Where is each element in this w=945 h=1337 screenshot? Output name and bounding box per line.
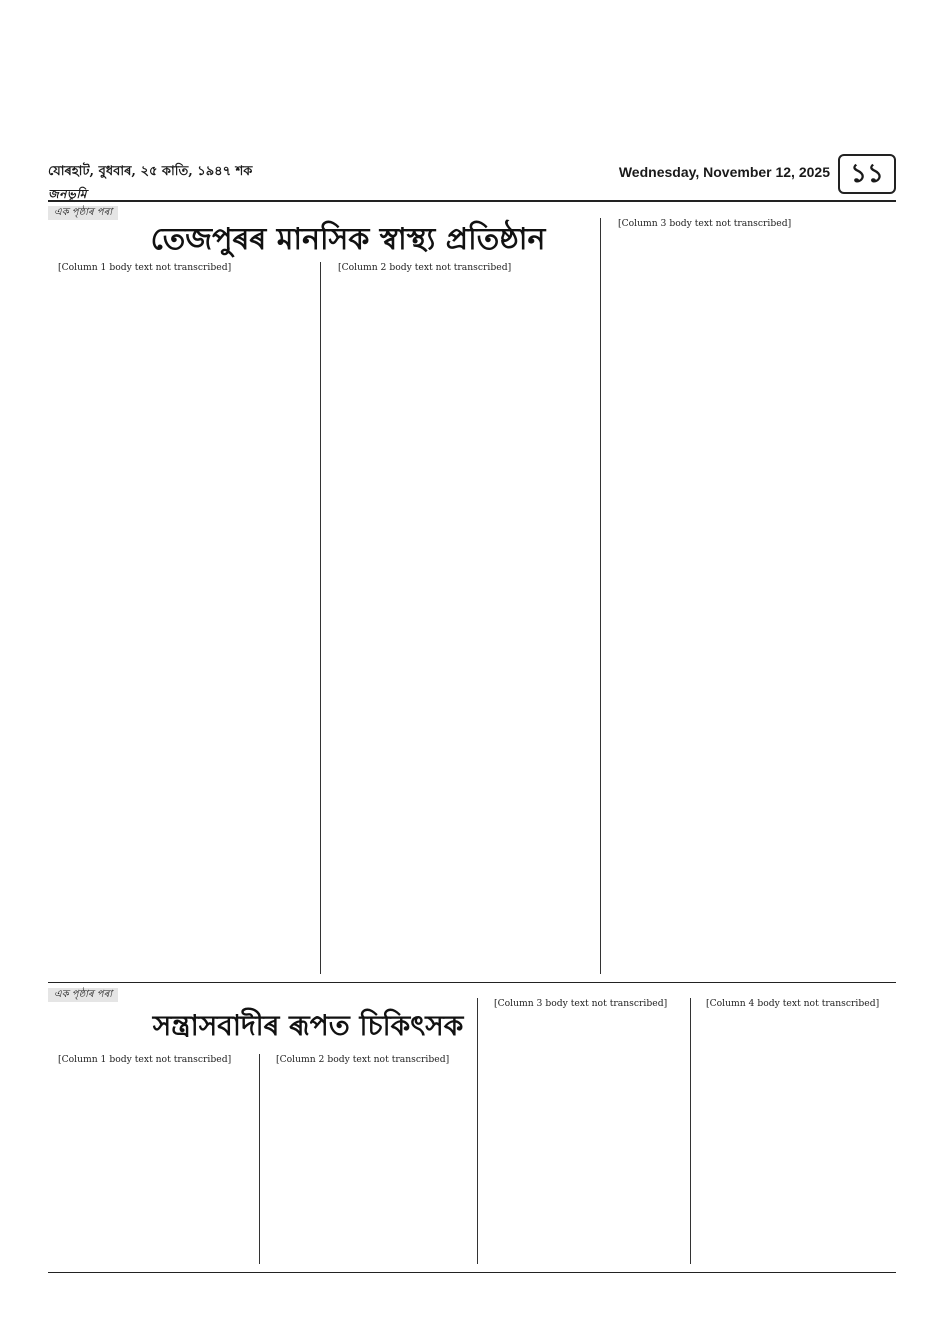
header-date-english: Wednesday, November 12, 2025 [618, 164, 830, 180]
header-date-assamese: যোৰহাট, বুধবাৰ, ২৫ কাতি, ১৯৪৭ শক [48, 164, 253, 179]
column-rule [477, 998, 478, 1264]
article-paragraph: [Column 4 body text not transcribed] [706, 998, 880, 1009]
article-separator [48, 982, 896, 983]
header-rule [48, 200, 896, 202]
article-paragraph: [Column 2 body text not transcribed] [276, 1054, 450, 1065]
column-rule [320, 262, 321, 974]
article-paragraph: [Column 3 body text not transcribed] [494, 998, 668, 1009]
article-column [328, 262, 592, 974]
section-tag-continued: এক পৃষ্ঠাৰ পৰা [48, 206, 118, 220]
article-column [484, 998, 684, 1264]
article-column [48, 1054, 253, 1264]
column-rule [690, 998, 691, 1264]
article-column [48, 262, 312, 974]
page-bottom-rule [48, 1272, 896, 1273]
column-rule [600, 218, 601, 974]
newspaper-page [48, 152, 896, 1292]
page-number: ১১ [838, 154, 896, 194]
masthead-logo: জনভূমি [48, 187, 87, 201]
article-headline: তেজপুৰৰ মানসিক স্বাস্থ্য প্ৰতিষ্ঠান [150, 222, 546, 257]
article-column [608, 218, 896, 974]
column-rule [259, 1054, 260, 1264]
article-column [696, 998, 896, 1264]
article-paragraph: [Column 1 body text not transcribed] [58, 1054, 232, 1065]
article-headline: সন্ত্ৰাসবাদীৰ ৰূপত চিকিৎসক [152, 1009, 464, 1042]
article-paragraph: [Column 1 body text not transcribed] [58, 262, 232, 273]
article-paragraph: [Column 2 body text not transcribed] [338, 262, 512, 273]
section-tag-continued: এক পৃষ্ঠাৰ পৰা [48, 988, 118, 1002]
article-paragraph: [Column 3 body text not transcribed] [618, 218, 792, 229]
article-column [266, 1054, 471, 1264]
